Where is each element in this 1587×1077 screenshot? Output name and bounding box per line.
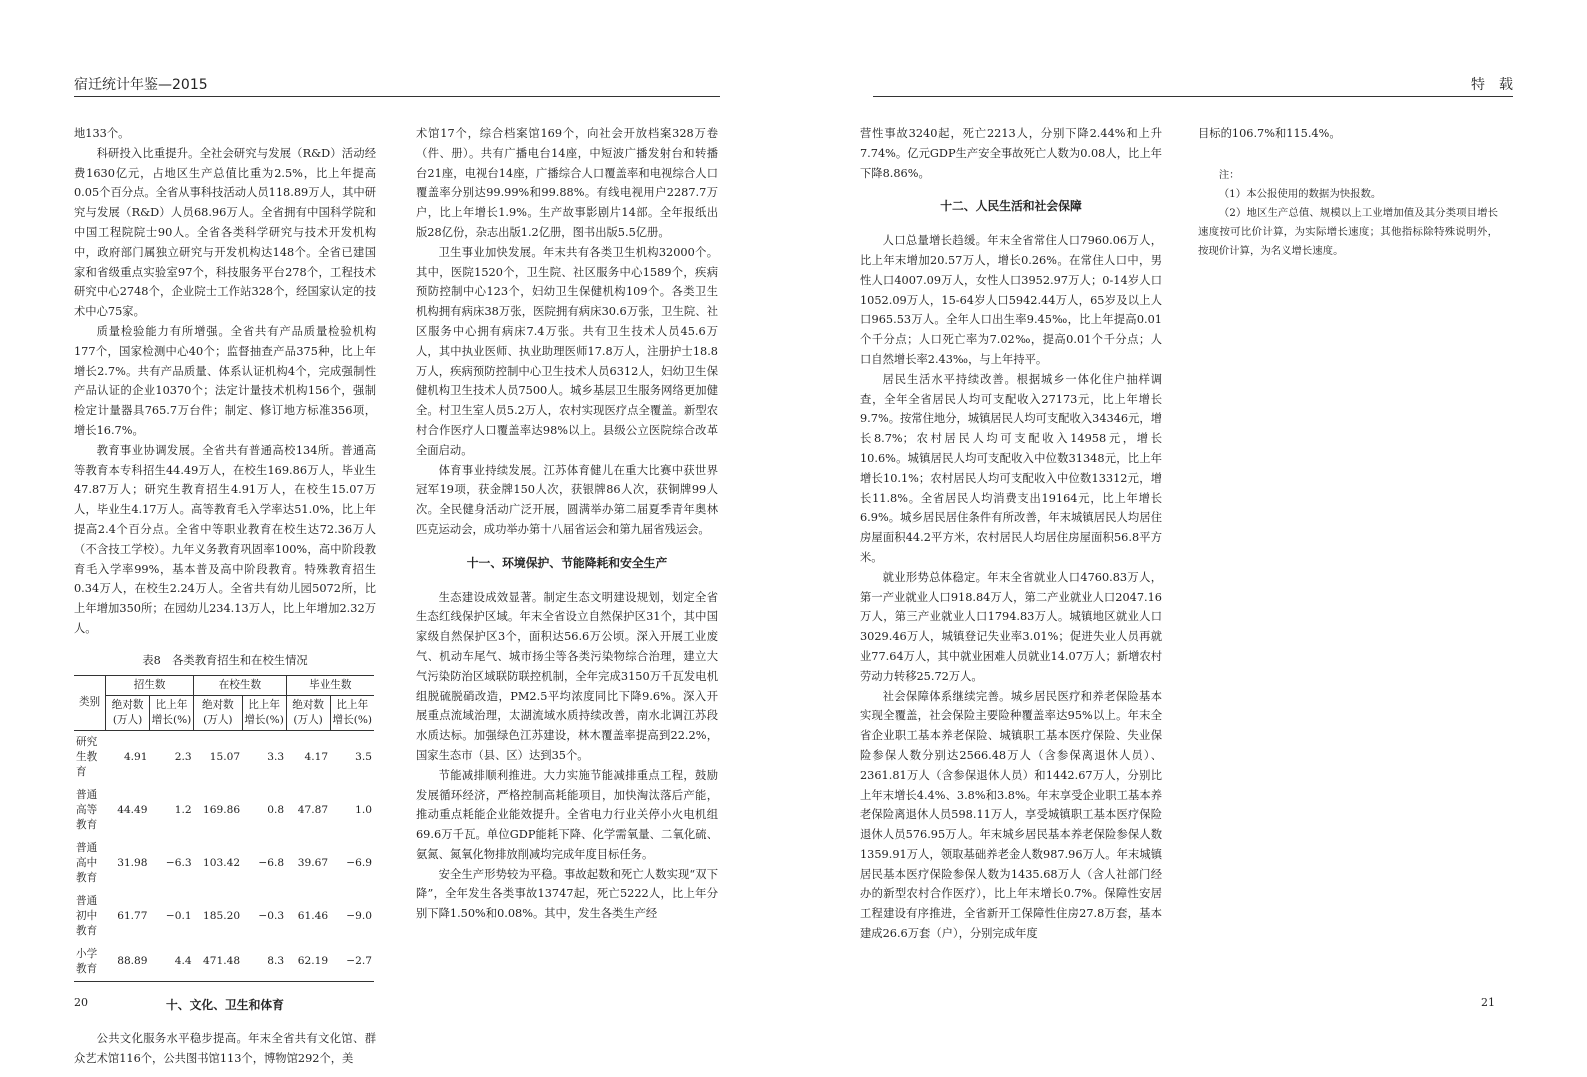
table-row bbox=[74, 837, 374, 890]
table-cell: 0.8 bbox=[267, 803, 285, 816]
table-cell: 15.07 bbox=[209, 750, 241, 763]
table-header-group: 毕业生数 bbox=[286, 675, 374, 695]
table-cell: 169.86 bbox=[203, 803, 241, 816]
paragraph-safety: 安全生产形势较为平稳。事故起数和死亡人数实现“双下降”，全年发生各类事故13747起，死亡5222人，比上年分别下降1.50%和0.08%。其中，发生各类生产经 bbox=[416, 867, 718, 921]
table-cell: 普通高中教育 bbox=[76, 841, 98, 884]
table-header-category: 类别 bbox=[74, 675, 106, 730]
table-cell: 47.87 bbox=[297, 803, 329, 816]
table-cell: 103.42 bbox=[203, 856, 241, 869]
table-cell: 61.46 bbox=[297, 909, 329, 922]
table-row bbox=[74, 784, 374, 837]
section-heading-environment: 十一、环境保护、节能降耗和安全生产 bbox=[466, 555, 668, 570]
table-cell: 4.4 bbox=[174, 955, 192, 968]
table-cell: 3.3 bbox=[267, 750, 285, 763]
paragraph: 术馆17个，综合档案馆169个，向社会开放档案328万卷（件、册）。共有广播电台14座，中短波广播发射台和转播台21座，电视台14座，广播综合人口覆盖率和电视综合人口覆盖率分别达99.99%和99.88%。有线电视用户2287.7万户，比上年增长1.9%。生产故事影剧片14部。全年报纸出版28亿份，杂志出版1.2亿册，图书出版5.5亿册。 bbox=[416, 127, 718, 239]
table-cell: 185.20 bbox=[203, 909, 241, 922]
left-page bbox=[0, 0, 793, 1077]
table-row bbox=[74, 943, 374, 982]
table-cell: 1.0 bbox=[355, 803, 372, 816]
table-cell: 1.2 bbox=[174, 803, 192, 816]
table-cell: −2.7 bbox=[346, 955, 372, 968]
section-heading-culture: 十、文化、卫生和体育 bbox=[166, 997, 284, 1012]
table-cell: 61.77 bbox=[117, 909, 148, 922]
paragraph: 目标的106.7%和115.4%。 bbox=[1198, 127, 1341, 140]
table-cell: −9.0 bbox=[346, 909, 372, 922]
table-cell: 小学教育 bbox=[76, 947, 98, 975]
table-cell: 3.5 bbox=[355, 750, 372, 763]
paragraph: 地133个。 bbox=[74, 127, 130, 140]
paragraph-population: 人口总量增长趋缓。年末全省常住人口7960.06万人，比上年末增加20.57万人，增长0.26%。在常住人口中，男性人口4007.09万人，女性人口3952.97万人；0-14岁人口1052.09万人，15-64岁人口5942.44万人，65岁及以上人口965.53万人。全年人口出生率9.45‰，比上年提高0.01个千分点；人口死亡率为7.02‰，提高0.01个千分点；人口自然增长率2.43‰，与上年持平。 bbox=[860, 234, 1162, 366]
paragraph-social-security: 社会保障体系继续完善。城乡居民医疗和养老保险基本实现全覆盖，社会保险主要险种覆盖率达95%以上。年末全省企业职工基本养老保险、城镇职工基本医疗保险、失业保险参保人数分别达2566.48万人（含参保离退休人员）、2361.81万人（含参保退休人员）和1442.67万人，分别比上年末增长4.4%、3.8%和3.8%。年末享受企业职工基本养老保险离退休人员598.11万人，享受城镇职工基本医疗保险退休人员576.95万人。年末城乡居民基本养老保险参保人数1359.91万人，领取基础养老金人数987.96万人。年末城镇居民基本医疗保险参保人数为1435.68万人（含人社部门经办的新型农村合作医疗），比上年末增长0.7%。保障性安居工程建设有序推进，全省新开工保障性住房27.8万套，基本建成26.6万套（户），分别完成年度 bbox=[860, 689, 1162, 941]
paragraph-culture: 公共文化服务水平稳步提高。年末全省共有文化馆、群众艺术馆116个，公共图书馆113个，博物馆292个，美 bbox=[74, 1032, 376, 1066]
paragraph-quality: 质量检验能力有所增强。全省共有产品质量检验机构177个，国家检测中心40个；监督抽查产品375种，比上年增长2.7%。共有产品质量、体系认证机构4个，完成强制性产品认证的企业10370个；法定计量技术机构156个，强制检定计量器具765.7万台件；制定、修订地方标准356项，增长16.7%。 bbox=[74, 324, 376, 437]
note-item: （2）地区生产总值、规模以上工业增加值及其分类项目增长速度按可比价计算，为实际增长速度；其他指标除特殊说明外，按现价计算，为名义增长速度。 bbox=[1198, 206, 1498, 257]
table-cell: 2.3 bbox=[174, 750, 192, 763]
table-header-group: 在校生数 bbox=[194, 675, 287, 695]
table-cell: 8.3 bbox=[267, 955, 285, 968]
table-cell: 普通高等教育 bbox=[76, 788, 98, 831]
paragraph-sports: 体育事业持续发展。江苏体育健儿在重大比赛中获世界冠军19项，获金牌150人次，获银牌86人次，获铜牌99人次。全民健身活动广泛开展，圆满举办第二届夏季青年奥林匹克运动会，成功举办第十八届省运会和第九届省残运会。 bbox=[416, 463, 718, 536]
left-column-1 bbox=[74, 124, 376, 1069]
table-cell: 39.67 bbox=[297, 856, 329, 869]
right-page bbox=[793, 0, 1587, 1077]
paragraph-education: 教育事业协调发展。全省共有普通高校134所。普通高等教育本专科招生44.49万人，在校生169.86万人，毕业生47.87万人；研究生教育招生4.91万人，在校生15.07万人，毕业生4.17万人。高等教育毛入学率达51.0%，比上年提高2.4个百分点。全省中等职业教育在校生达72.36万人（不含技工学校）。九年义务教育巩固率100%，高中阶段教育毛入学率99%，基本普及高中阶段教育。特殊教育招生0.34万人，在校生2.24万人。全省共有幼儿园5072所，比上年增加350所；在园幼儿234.13万人，比上年增加2.32万人。 bbox=[74, 443, 376, 635]
paragraph-income: 居民生活水平持续改善。根据城乡一体化住户抽样调查，全年全省居民人均可支配收入27173元，比上年增长9.7%。按常住地分，城镇居民人均可支配收入34346元，增长8.7%；农村居民人均可支配收入14958元，增长10.6%。城镇居民人均可支配收入中位数31348元，比上年增长10.1%；农村居民人均可支配收入中位数13312元，增长11.8%。全省居民人均消费支出19164元，比上年增长6.9%。城乡居民居住条件有所改善，年末城镇居民人均居住房屋面积44.2平方米，农村居民人均居住房屋面积56.8平方米。 bbox=[860, 372, 1162, 564]
paragraph-research: 科研投入比重提升。全社会研究与发展（R&D）活动经费1630亿元，占地区生产总值比重为2.5%，比上年提高0.05个百分点。全省从事科技活动人员118.89万人，其中研究与发展（R&D）人员68.96万人。全省拥有中国科学院和中国工程院院士90人。全省各类科学研究与技术开发机构中，政府部门属独立研究与开发机构达148个。全省已建国家和省级重点实验室97个，科技服务平台278个，工程技术研究中心2748个，企业院士工作站328个，经国家认定的技术中心75家。 bbox=[74, 146, 376, 319]
paragraph-energy: 节能减排顺利推进。大力实施节能减排重点工程，鼓励发展循环经济，严格控制高耗能项目，加快淘汰落后产能，推动重点耗能企业能效提升。全省电力行业关停小火电机组69.6万千瓦。单位GDP能耗下降、化学需氧量、二氧化硫、氨氮、氮氧化物排放削减均完成年度目标任务。 bbox=[416, 768, 718, 861]
paragraph-employment: 就业形势总体稳定。年末全省就业人口4760.83万人，第一产业就业人口918.84万人，第二产业就业人口2047.16万人，第三产业就业人口1794.83万人。城镇地区就业人口3029.46万人，城镇登记失业率3.01%；促进失业人员再就业77.64万人，其中就业困难人员就业14.07万人；新增农村劳动力转移25.72万人。 bbox=[860, 570, 1162, 683]
table-cell: −0.3 bbox=[258, 909, 285, 922]
table-row bbox=[74, 890, 374, 943]
paragraph: 营性事故3240起，死亡2213人，分别下降2.44%和上升7.74%。亿元GDP生产安全事故死亡人数为0.08人，比上年下降8.86%。 bbox=[860, 127, 1162, 180]
table-header-group: 招生数 bbox=[106, 675, 194, 695]
table-cell: −6.3 bbox=[165, 856, 192, 869]
table-subheader: 绝对数(万人) bbox=[194, 695, 243, 730]
table-subheader: 比上年增长(%) bbox=[150, 695, 194, 730]
section-heading-living: 十二、人民生活和社会保障 bbox=[940, 199, 1082, 214]
note-item: （1）本公报使用的数据为快报数。 bbox=[1218, 187, 1382, 200]
note-label: 注： bbox=[1218, 168, 1240, 181]
right-column-2 bbox=[1198, 124, 1498, 261]
table-cell: 4.17 bbox=[304, 750, 329, 763]
page-number-left: 20 bbox=[74, 996, 88, 1009]
table-cell: −6.8 bbox=[258, 856, 285, 869]
table-subheader: 绝对数(万人) bbox=[106, 695, 150, 730]
paragraph-health: 卫生事业加快发展。年末共有各类卫生机构32000个。其中，医院1520个，卫生院、社区服务中心1589个，疾病预防控制中心123个，妇幼卫生保健机构109个。各类卫生机构拥有病床38万张，医院拥有病床30.6万张，卫生院、社区服务中心拥有病床7.4万张。共有卫生技术人员45.6万人，其中执业医师、执业助理医师17.8万人，注册护士18.8万人，疾病预防控制中心卫生技术人员6312人，妇幼卫生保健机构卫生技术人员7500人。城乡基层卫生服务网络更加健全。村卫生室人员5.2万人，农村实现医疗点全覆盖。新型农村合作医疗人口覆盖率达98%以上。县级公立医院综合改革全面启动。 bbox=[416, 245, 718, 457]
right-column-1 bbox=[860, 124, 1162, 944]
table-cell: 31.98 bbox=[117, 856, 148, 869]
running-header-right: 特 载 bbox=[873, 74, 1513, 97]
table-cell: 471.48 bbox=[203, 955, 241, 968]
table-cell: 44.49 bbox=[117, 803, 148, 816]
table-subheader: 比上年增长(%) bbox=[330, 695, 374, 730]
table-title: 表8 各类教育招生和在校生情况 bbox=[142, 653, 308, 667]
table-row bbox=[74, 730, 374, 784]
paragraph-ecology: 生态建设成效显著。制定生态文明建设规划，划定全省生态红线保护区域。年末全省设立自然保护区31个，其中国家级自然保护区3个，面积达56.6万公顷。深入开展工业废气、机动车尾气、城市扬尘等各类污染物综合治理，建立大气污染防治区域联防联控机制，全年完成3150万千瓦发电机组脱硫脱硝改造，PM2.5平均浓度同比下降9.6%。深入开展重点流域治理，太湖流域水质持续改善，南水北调江苏段水质达标。加强绿色江苏建设，林木覆盖率提高到22.2%，国家生态市（县、区）达到35个。 bbox=[416, 590, 718, 762]
page-number-right: 21 bbox=[1481, 996, 1495, 1009]
table-cell: 62.19 bbox=[297, 955, 329, 968]
table-subheader: 比上年增长(%) bbox=[242, 695, 286, 730]
table-cell: −6.9 bbox=[346, 856, 372, 869]
table-cell: 研究生教育 bbox=[76, 735, 98, 778]
left-column-2 bbox=[416, 124, 718, 924]
table-cell: 4.91 bbox=[123, 750, 148, 763]
table-subheader: 绝对数(万人) bbox=[286, 695, 330, 730]
table-cell: −0.1 bbox=[165, 909, 192, 922]
table-cell: 88.89 bbox=[117, 955, 148, 968]
table-cell: 普通初中教育 bbox=[76, 894, 98, 937]
education-table bbox=[74, 675, 374, 982]
running-header-left: 宿迁统计年鉴—2015 bbox=[74, 74, 720, 97]
